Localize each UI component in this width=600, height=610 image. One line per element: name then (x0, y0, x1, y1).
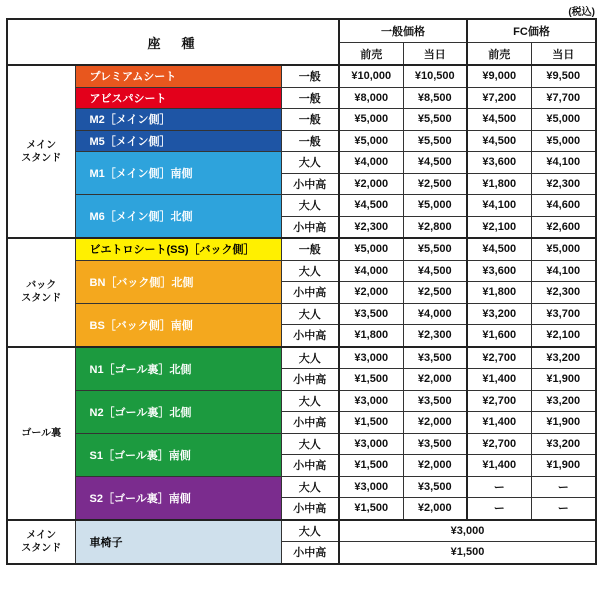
price-cell: ¥1,500 (339, 498, 403, 520)
price-cell: ¥2,600 (531, 216, 596, 238)
price-cell: ¥3,600 (467, 152, 531, 174)
price-cell: ¥2,700 (467, 347, 531, 369)
price-cell: ¥5,000 (339, 238, 403, 260)
price-cell: ¥2,000 (403, 369, 467, 391)
price-cell: ¥1,800 (467, 282, 531, 304)
price-cell: ¥2,100 (531, 325, 596, 347)
price-cell: ¥1,800 (467, 173, 531, 195)
price-table (6, 18, 597, 565)
seat-name: ビエトロシート(SS)［バック側］ (75, 238, 281, 260)
category-label: 小中高 (281, 282, 339, 304)
price-cell: ¥5,000 (531, 130, 596, 152)
price-cell: ¥2,300 (531, 173, 596, 195)
price-cell: ¥4,500 (467, 130, 531, 152)
category-label: 大人 (281, 303, 339, 325)
price-cell: ¥3,200 (531, 433, 596, 455)
price-cell: ¥3,200 (531, 347, 596, 369)
category-label: 大人 (281, 152, 339, 174)
category-label: 小中高 (281, 412, 339, 434)
price-cell: ¥3,000 (339, 390, 403, 412)
price-cell: ¥2,500 (403, 282, 467, 304)
category-label: 小中高 (281, 369, 339, 391)
category-label: 小中高 (281, 498, 339, 520)
price-cell: ¥5,500 (403, 130, 467, 152)
price-cell: ¥3,200 (467, 303, 531, 325)
seat-name: N2［ゴール裏］北側 (75, 390, 281, 433)
category-label: 小中高 (281, 542, 339, 564)
table-row (7, 195, 596, 217)
seat-name: S1［ゴール裏］南側 (75, 433, 281, 476)
table-row (7, 130, 596, 152)
general-price-header: 一般価格 (339, 19, 467, 43)
price-cell: ー (467, 498, 531, 520)
seat-name: S2［ゴール裏］南側 (75, 476, 281, 520)
category-label: 大人 (281, 260, 339, 282)
price-cell: ¥3,500 (403, 390, 467, 412)
price-cell: ¥2,000 (339, 173, 403, 195)
price-cell: ー (531, 498, 596, 520)
price-cell: ¥3,000 (339, 433, 403, 455)
price-cell: ¥5,000 (339, 109, 403, 131)
table-row (7, 152, 596, 174)
price-cell: ¥2,000 (339, 282, 403, 304)
price-cell: ¥3,000 (339, 347, 403, 369)
price-cell: ¥1,400 (467, 369, 531, 391)
general-sameday-header: 当日 (403, 43, 467, 66)
price-cell: ¥2,300 (339, 216, 403, 238)
price-cell: ¥1,800 (339, 325, 403, 347)
price-cell: ¥1,900 (531, 369, 596, 391)
price-cell: ¥10,000 (339, 65, 403, 87)
tax-note: (税込) (568, 7, 595, 18)
price-cell: ¥5,500 (403, 109, 467, 131)
price-cell: ¥5,000 (339, 130, 403, 152)
seat-name: アビスパシート (75, 87, 281, 109)
price-cell: ¥3,200 (531, 390, 596, 412)
category-label: 一般 (281, 238, 339, 260)
price-cell: ¥10,500 (403, 65, 467, 87)
category-label: 大人 (281, 347, 339, 369)
price-cell: ¥1,600 (467, 325, 531, 347)
seat-name: プレミアムシート (75, 65, 281, 87)
price-cell: ー (531, 476, 596, 498)
table-row (7, 65, 596, 87)
price-cell: ¥7,200 (467, 87, 531, 109)
seat-type-header: 座 種 (7, 19, 339, 65)
category-label: 小中高 (281, 325, 339, 347)
price-cell: ¥4,000 (339, 260, 403, 282)
category-label: 大人 (281, 390, 339, 412)
table-row (7, 87, 596, 109)
fc-price-header: FC価格 (467, 19, 596, 43)
seat-name: M6［メイン側］北側 (75, 195, 281, 239)
seat-name: BN［バック側］北側 (75, 260, 281, 303)
category-label: 大人 (281, 433, 339, 455)
price-cell: ¥7,700 (531, 87, 596, 109)
price-cell: ¥3,600 (467, 260, 531, 282)
category-label: 大人 (281, 195, 339, 217)
table-row (7, 109, 596, 131)
price-cell: ¥4,500 (339, 195, 403, 217)
price-cell: ¥1,500 (339, 455, 403, 477)
general-presale-header: 前売 (339, 43, 403, 66)
table-row (7, 520, 596, 542)
price-cell: ¥4,000 (403, 303, 467, 325)
price-cell: ¥1,900 (531, 412, 596, 434)
price-cell: ¥5,000 (531, 109, 596, 131)
price-cell: ¥4,600 (531, 195, 596, 217)
area-label: メイン スタンド (7, 520, 75, 564)
table-row (7, 390, 596, 412)
price-cell: ¥9,000 (467, 65, 531, 87)
table-row (7, 347, 596, 369)
price-cell: ¥8,500 (403, 87, 467, 109)
fc-presale-header: 前売 (467, 43, 531, 66)
table-row (7, 433, 596, 455)
category-label: 大人 (281, 476, 339, 498)
price-cell: ー (467, 476, 531, 498)
price-cell: ¥1,400 (467, 412, 531, 434)
price-cell: ¥4,100 (531, 260, 596, 282)
price-cell: ¥4,100 (467, 195, 531, 217)
seat-name: M1［メイン側］南側 (75, 152, 281, 195)
category-label: 一般 (281, 109, 339, 131)
price-cell: ¥2,500 (403, 173, 467, 195)
price-cell: ¥2,000 (403, 498, 467, 520)
area-label: ゴール裏 (7, 347, 75, 520)
price-cell: ¥1,400 (467, 455, 531, 477)
price-cell: ¥5,500 (403, 238, 467, 260)
category-label: 一般 (281, 130, 339, 152)
price-cell: ¥2,700 (467, 390, 531, 412)
category-label: 小中高 (281, 455, 339, 477)
price-cell: ¥4,100 (531, 152, 596, 174)
price-cell: ¥4,500 (467, 109, 531, 131)
price-cell: ¥2,300 (403, 325, 467, 347)
price-cell: ¥3,500 (339, 303, 403, 325)
seat-name: N1［ゴール裏］北側 (75, 347, 281, 391)
merged-price-cell: ¥3,000 (339, 520, 596, 542)
category-label: 小中高 (281, 173, 339, 195)
price-cell: ¥4,500 (403, 152, 467, 174)
price-cell: ¥4,000 (339, 152, 403, 174)
price-cell: ¥2,300 (531, 282, 596, 304)
table-row (7, 238, 596, 260)
seat-name: M2［メイン側］ (75, 109, 281, 131)
price-cell: ¥2,700 (467, 433, 531, 455)
area-label: メイン スタンド (7, 65, 75, 238)
seat-name: M5［メイン側］ (75, 130, 281, 152)
price-cell: ¥3,000 (339, 476, 403, 498)
fc-sameday-header: 当日 (531, 43, 596, 66)
price-cell: ¥2,100 (467, 216, 531, 238)
area-label: バック スタンド (7, 238, 75, 347)
table-row (7, 303, 596, 325)
price-cell: ¥5,000 (403, 195, 467, 217)
category-label: 一般 (281, 87, 339, 109)
price-cell: ¥1,500 (339, 369, 403, 391)
price-cell: ¥3,500 (403, 347, 467, 369)
price-cell: ¥4,500 (467, 238, 531, 260)
seat-name: BS［バック側］南側 (75, 303, 281, 347)
price-cell: ¥2,000 (403, 412, 467, 434)
price-cell: ¥3,700 (531, 303, 596, 325)
table-row (7, 476, 596, 498)
price-cell: ¥4,500 (403, 260, 467, 282)
merged-price-cell: ¥1,500 (339, 542, 596, 564)
price-cell: ¥2,000 (403, 455, 467, 477)
price-cell: ¥3,500 (403, 476, 467, 498)
price-cell: ¥1,500 (339, 412, 403, 434)
price-cell: ¥2,800 (403, 216, 467, 238)
category-label: 大人 (281, 520, 339, 542)
price-cell: ¥3,500 (403, 433, 467, 455)
category-label: 一般 (281, 65, 339, 87)
seat-name: 車椅子 (75, 520, 281, 564)
category-label: 小中高 (281, 216, 339, 238)
price-cell: ¥1,900 (531, 455, 596, 477)
table-row (7, 260, 596, 282)
price-cell: ¥5,000 (531, 238, 596, 260)
price-cell: ¥9,500 (531, 65, 596, 87)
price-cell: ¥8,000 (339, 87, 403, 109)
